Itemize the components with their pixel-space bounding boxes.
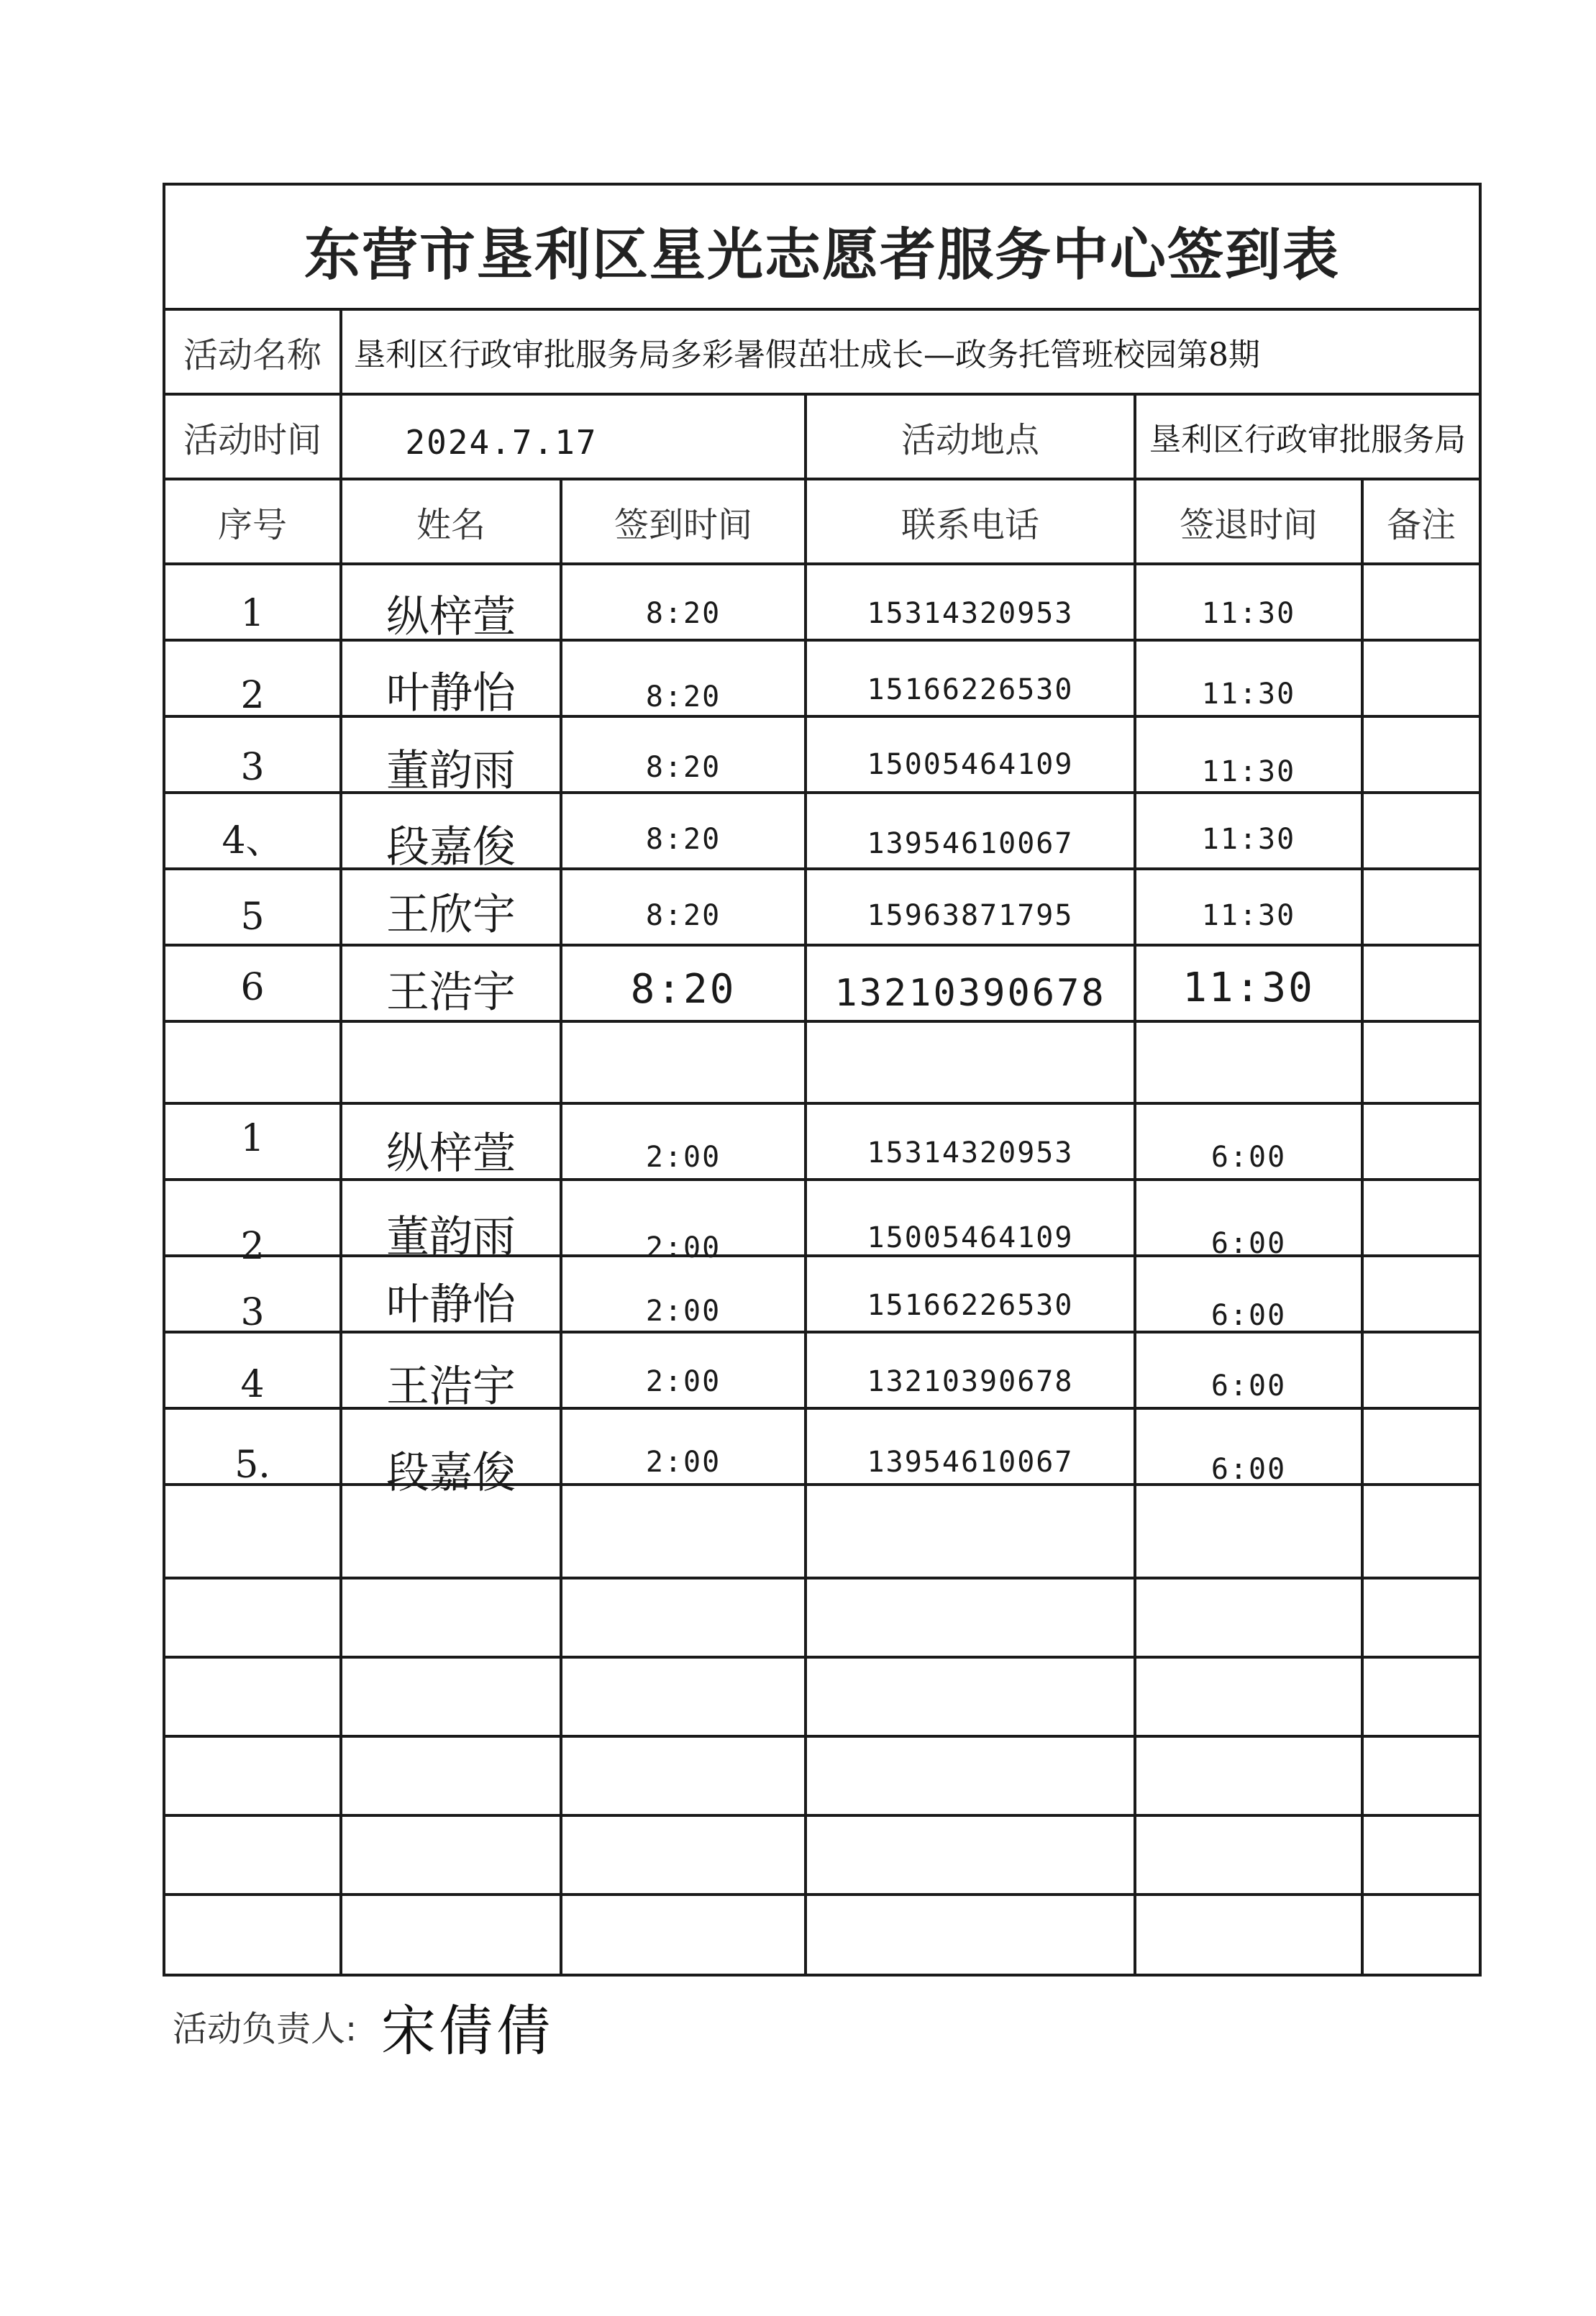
header-signout: 签退时间: [1179, 504, 1318, 545]
table-row-name: 段嘉俊: [386, 1448, 516, 1498]
header-name: 姓名: [416, 504, 485, 545]
table-row-signin: 8:20: [645, 823, 721, 856]
header-signin: 签到时间: [614, 504, 752, 545]
table-row-phone: 15963871795: [867, 899, 1074, 932]
table-row-signout: 11:30: [1201, 597, 1296, 630]
table-row-phone: 13954610067: [867, 1446, 1074, 1479]
person-in-charge-label: 活动负责人:: [173, 2008, 357, 2049]
table-row-name: 王浩宇: [386, 1362, 516, 1412]
table-row-phone: 15166226530: [867, 1289, 1074, 1322]
table-row-signin: 8:20: [630, 965, 737, 1013]
table-row-no: 5.: [234, 1444, 270, 1487]
table-row-phone: 13210390678: [867, 1365, 1074, 1398]
table-row-name: 董韵雨: [386, 746, 516, 796]
table-row-signin: 2:00: [645, 1446, 721, 1479]
table-row-name: 王浩宇: [386, 967, 516, 1018]
activity-time-value: 2024.7.17: [405, 423, 598, 462]
table-row-name: 纵梓萱: [386, 1129, 516, 1179]
table-row-phone: 15314320953: [867, 597, 1074, 630]
table-row-signout: 6:00: [1210, 1453, 1287, 1486]
table-row-signout: 11:30: [1201, 899, 1296, 932]
table-row-phone: 13954610067: [867, 827, 1074, 860]
table-row-phone: 15166226530: [867, 673, 1074, 706]
table-row-signin: 2:00: [645, 1141, 721, 1174]
table-row-phone: 15314320953: [867, 1136, 1074, 1170]
table-row-signout: 11:30: [1182, 964, 1315, 1011]
table-row-signin: 8:20: [645, 899, 721, 932]
table-row-name: 王欣宇: [386, 890, 516, 940]
activity-place-label: 活动地点: [900, 419, 1039, 460]
table-row-signin: 8:20: [645, 680, 721, 714]
table-row-no: 3: [240, 1291, 265, 1334]
table-row-signout: 6:00: [1210, 1369, 1287, 1403]
form-title: 东营市垦利区星光志愿者服务中心签到表: [304, 223, 1340, 288]
header-phone: 联系电话: [900, 504, 1039, 545]
activity-time-label: 活动时间: [183, 419, 322, 460]
table-row-name: 纵梓萱: [386, 592, 516, 642]
table-row-signin: 8:20: [645, 751, 721, 784]
table-row-phone: 15005464109: [867, 1221, 1074, 1254]
table-row-signout: 6:00: [1210, 1299, 1287, 1332]
table-row-signin: 8:20: [645, 597, 721, 630]
table-row-signin: 2:00: [645, 1231, 721, 1264]
person-in-charge-signature: 宋倩倩: [381, 1998, 554, 2063]
table-row-no: 4: [240, 1363, 265, 1406]
header-note: 备注: [1386, 504, 1456, 545]
header-no: 序号: [217, 504, 287, 545]
table-row-phone: 15005464109: [867, 748, 1074, 781]
table-row-no: 5: [240, 895, 265, 939]
table-row-no: 6: [240, 966, 265, 1009]
table-row-no: 3: [240, 746, 265, 789]
activity-name-value: 垦利区行政审批服务局多彩暑假茁壮成长—政务托管班校园第8期: [354, 337, 1260, 373]
table-row-no: 2: [240, 674, 265, 717]
table-row-no: 4、: [222, 819, 283, 862]
table-row-name: 叶静怡: [386, 1280, 516, 1330]
table-row-no: 1: [240, 592, 265, 635]
table-row-no: 1: [240, 1117, 265, 1160]
table-row-signout: 6:00: [1210, 1227, 1287, 1260]
table-row-name: 董韵雨: [386, 1212, 516, 1262]
table-row-no: 2: [240, 1225, 265, 1268]
table-row-signin: 2:00: [645, 1365, 721, 1398]
table-row-signout: 6:00: [1210, 1141, 1287, 1174]
table-row-signout: 11:30: [1201, 755, 1296, 788]
activity-name-label: 活动名称: [183, 334, 322, 375]
table-row-name: 段嘉俊: [386, 822, 516, 872]
table-row-phone: 13210390678: [834, 972, 1106, 1015]
table-row-signin: 2:00: [645, 1295, 721, 1328]
activity-place-value: 垦利区行政审批服务局: [1149, 421, 1466, 458]
table-row-name: 叶静怡: [386, 668, 516, 719]
table-row-signout: 11:30: [1201, 678, 1296, 711]
table-row-signout: 11:30: [1201, 823, 1296, 856]
